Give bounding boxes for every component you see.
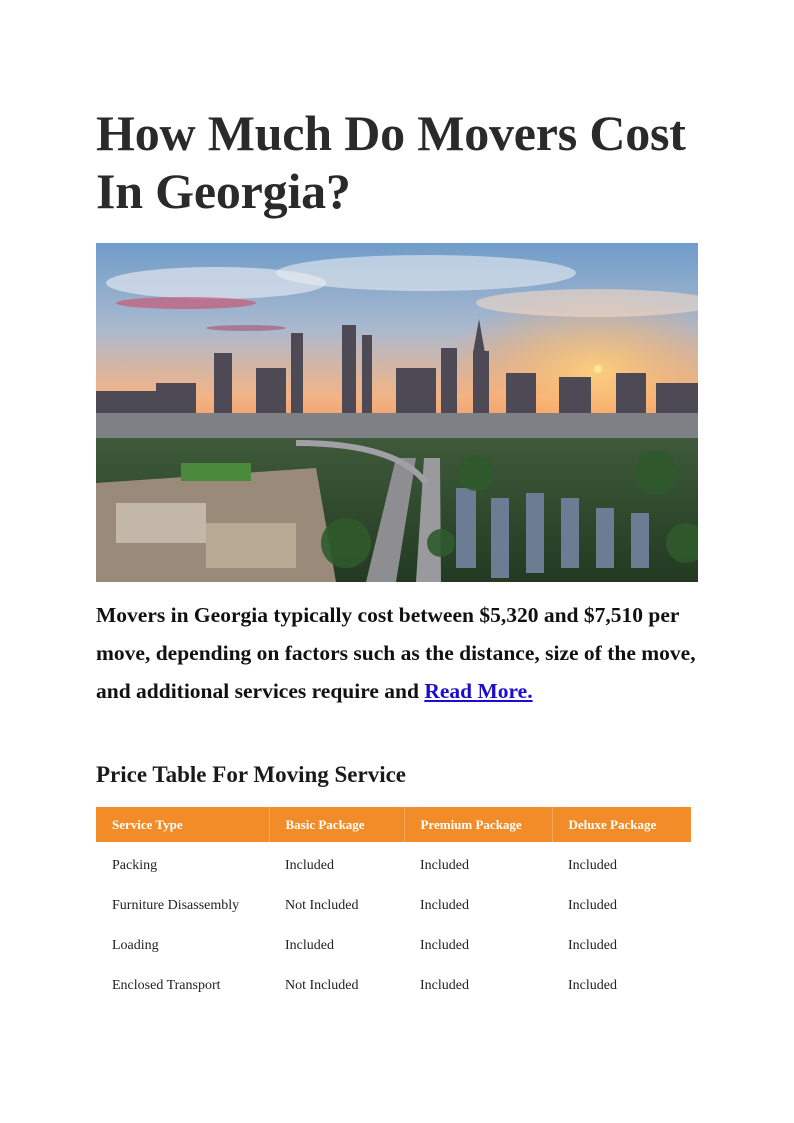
price-table-heading: Price Table For Moving Service [96, 762, 407, 787]
atlanta-skyline-image [96, 243, 698, 582]
table-cell: Included [285, 938, 334, 953]
column-header-premium-package: Premium Package [404, 807, 552, 842]
table-cell: Furniture Disassembly [112, 898, 240, 913]
column-header-basic-package: Basic Package [269, 807, 404, 842]
table-cell: Included [420, 898, 469, 913]
intro-paragraph [96, 596, 700, 710]
table-cell: Not Included [285, 978, 359, 993]
hero-image [96, 243, 698, 582]
table-row [96, 842, 691, 886]
table-cell: Included [420, 938, 469, 953]
table-header-row [96, 807, 691, 842]
column-header-deluxe-package: Deluxe Package [552, 807, 691, 842]
table-row [96, 966, 691, 1006]
table-cell: Included [568, 858, 617, 873]
table-cell: Enclosed Transport [112, 978, 221, 993]
price-table [96, 807, 691, 1006]
table-cell: Included [568, 938, 617, 953]
table-cell: Not Included [285, 898, 359, 913]
table-cell: Included [420, 858, 469, 873]
table-cell: Included [568, 978, 617, 993]
read-more-link[interactable]: Read More. [424, 679, 533, 703]
table-row [96, 886, 691, 926]
page-title: How Much Do Movers Cost In Georgia? [96, 105, 686, 219]
intro-text: Movers in Georgia typically cost between $5,320 and $7,510 per move, depending on factors such as the distance, size of the move, and additional services require and [96, 603, 696, 703]
table-cell: Included [285, 858, 334, 873]
table-cell: Loading [112, 938, 159, 953]
table-cell: Included [420, 978, 469, 993]
table-cell: Included [568, 898, 617, 913]
table-cell: Packing [112, 858, 158, 873]
column-header-service-type: Service Type [96, 807, 269, 842]
table-row [96, 926, 691, 966]
